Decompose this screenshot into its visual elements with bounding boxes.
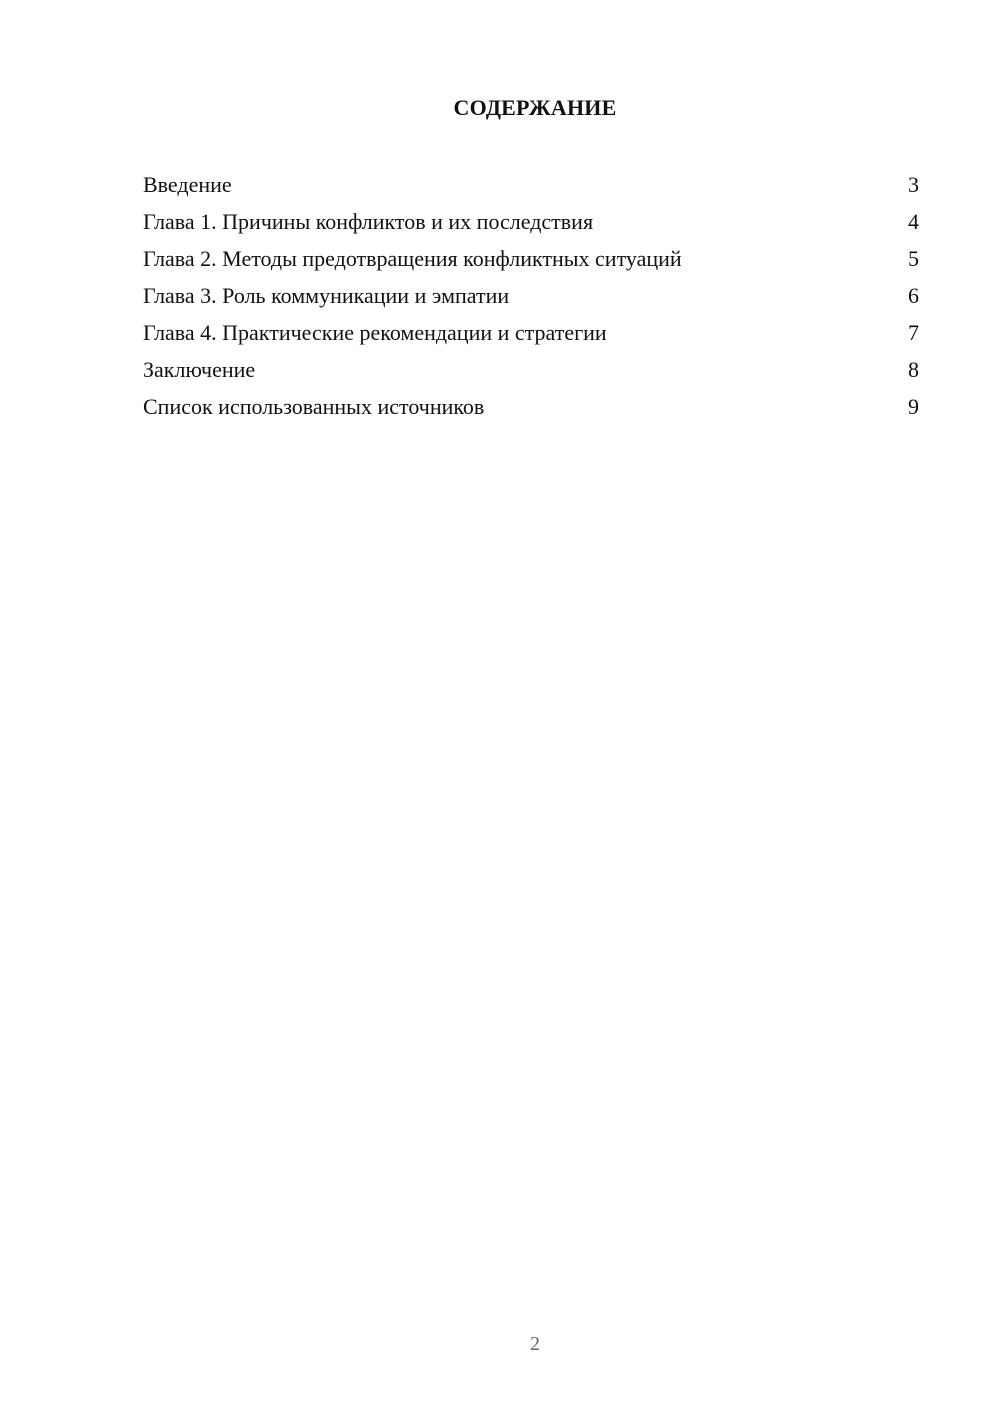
page-number: 2: [530, 1333, 540, 1355]
toc-entry-page: 3: [908, 172, 919, 197]
toc-entry-label: Глава 2. Методы предотвращения конфликтных ситуаций: [143, 246, 682, 271]
toc-entry-page: 6: [908, 283, 919, 308]
toc-entry-conclusion: [143, 353, 919, 390]
toc-entry-label: Глава 3. Роль коммуникации и эмпатии: [143, 283, 510, 308]
toc-entry-page: 8: [908, 357, 919, 382]
toc-entry-label: Заключение: [143, 357, 256, 382]
toc-entry-chapter-2: [143, 242, 919, 279]
toc-entry-chapter-1: [143, 205, 919, 242]
toc-entry-label: Глава 1. Причины конфликтов и их последствия: [143, 209, 594, 234]
toc-entry-label: Список использованных источников: [143, 394, 485, 419]
toc-entry-label: Введение: [143, 172, 232, 197]
toc-entry-label: Глава 4. Практические рекомендации и стратегии: [143, 320, 607, 345]
toc-entry-chapter-4: [143, 316, 919, 353]
toc-entry-chapter-3: [143, 279, 919, 316]
toc-entry-page: 9: [908, 394, 919, 419]
toc-entry-introduction: [143, 168, 919, 205]
toc-entry-page: 4: [908, 209, 919, 234]
toc-heading: СОДЕРЖАНИЕ: [453, 95, 617, 120]
toc-entry-references: [143, 390, 919, 427]
toc-entry-page: 7: [908, 320, 919, 345]
table-of-contents: [143, 168, 919, 427]
toc-entry-page: 5: [908, 246, 919, 271]
